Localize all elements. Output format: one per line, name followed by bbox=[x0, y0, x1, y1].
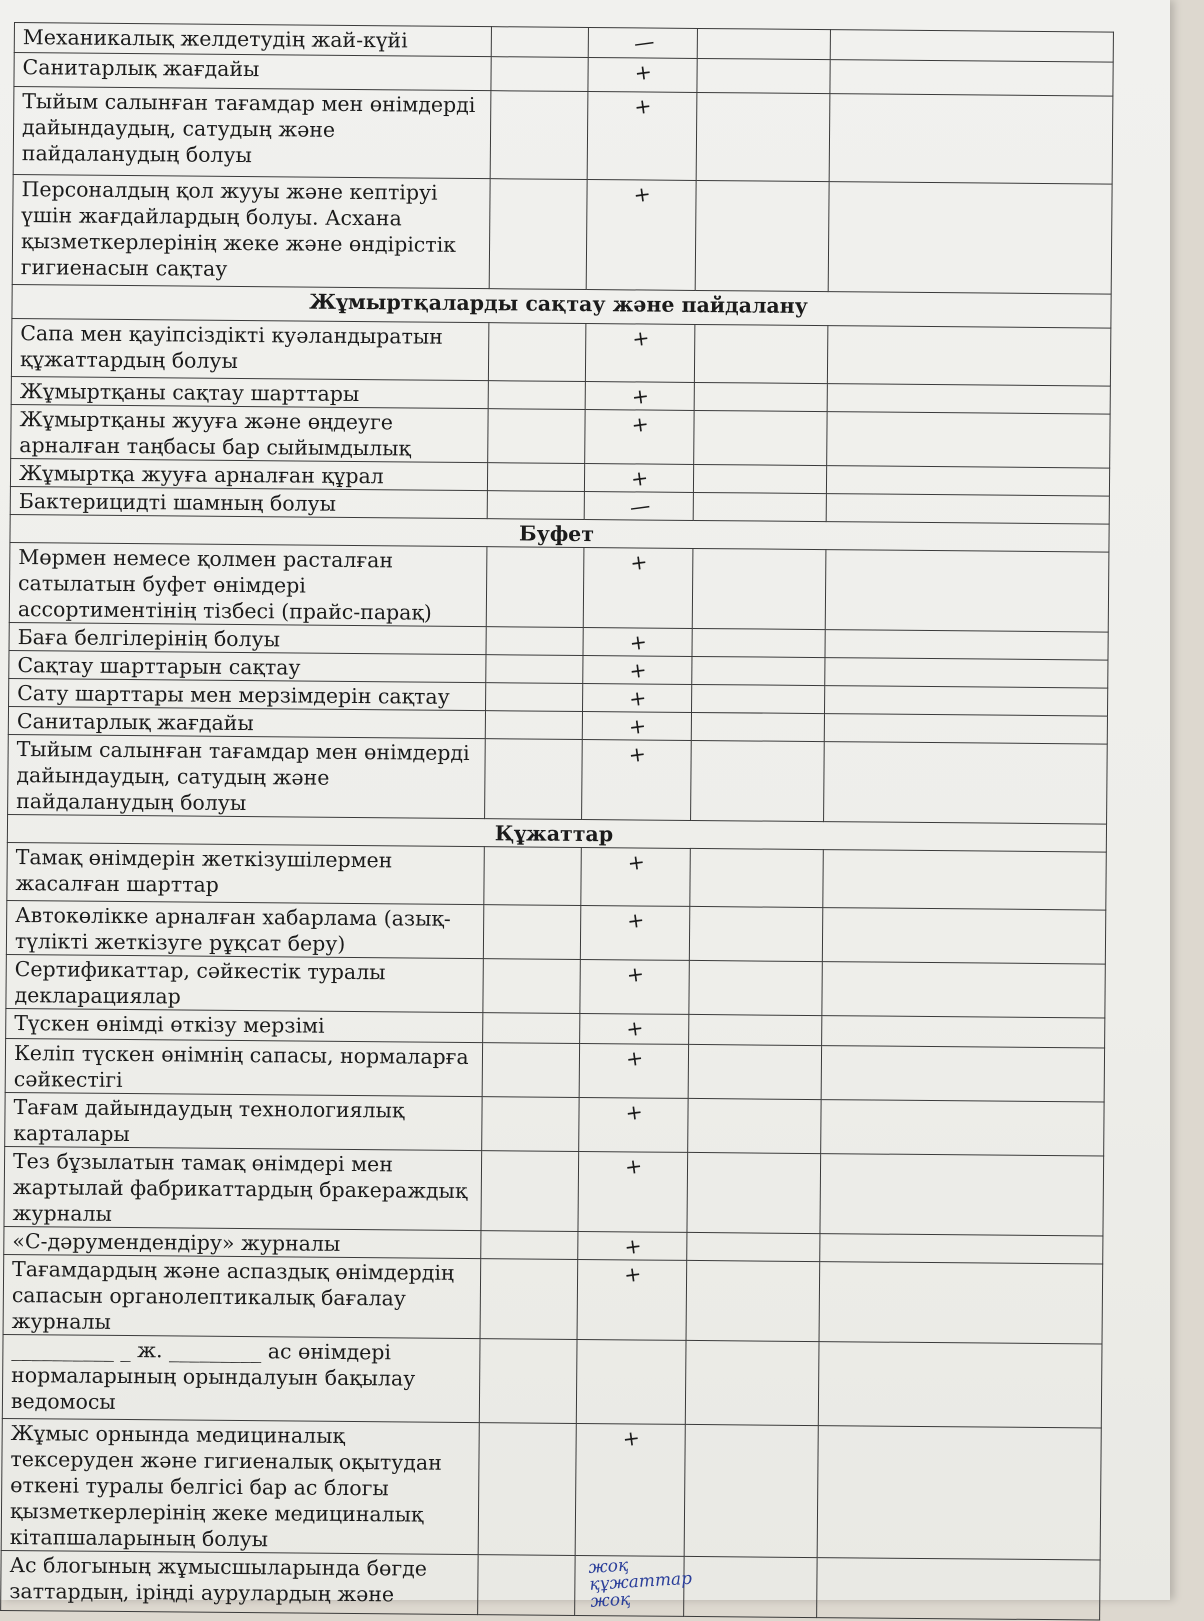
plus-mark-icon: + bbox=[631, 325, 652, 352]
requirement-text: Сапа мен қауіпсіздікті куәландыратын құжаттардың болуы bbox=[11, 318, 488, 380]
empty-cell bbox=[689, 960, 822, 1015]
plus-mark-icon: + bbox=[629, 549, 650, 576]
requirement-text: Тағамдардың және аспаздық өнімдердің сапасын органолептикалық бағалау журналы bbox=[3, 1254, 481, 1338]
plus-mark-icon: + bbox=[628, 629, 649, 656]
empty-cell bbox=[481, 1151, 579, 1232]
empty-cell bbox=[484, 847, 582, 906]
empty-cell bbox=[687, 1232, 820, 1261]
empty-cell bbox=[692, 684, 825, 713]
table-row bbox=[13, 87, 1113, 185]
plus-mark-icon: + bbox=[630, 383, 651, 410]
compliance-mark-cell bbox=[586, 180, 696, 291]
empty-cell bbox=[488, 381, 585, 410]
empty-cell bbox=[822, 962, 1105, 1018]
empty-cell bbox=[827, 384, 1110, 414]
table-row bbox=[2, 1334, 1102, 1428]
compliance-mark-cell bbox=[584, 491, 693, 520]
plus-mark-icon: + bbox=[627, 713, 648, 740]
empty-cell bbox=[818, 1342, 1102, 1428]
empty-cell bbox=[483, 1013, 580, 1044]
empty-cell bbox=[821, 1046, 1104, 1102]
empty-cell bbox=[478, 1423, 576, 1556]
plus-mark-icon: + bbox=[621, 1425, 642, 1452]
empty-cell bbox=[694, 410, 827, 465]
empty-cell bbox=[486, 683, 583, 712]
empty-cell bbox=[825, 550, 1109, 632]
plus-mark-icon: + bbox=[626, 849, 647, 876]
plus-mark-icon: + bbox=[632, 181, 653, 208]
plus-mark-icon: + bbox=[624, 1045, 646, 1072]
empty-cell bbox=[696, 92, 830, 181]
empty-cell bbox=[823, 850, 1106, 910]
plus-mark-icon: + bbox=[625, 961, 646, 988]
table-row bbox=[5, 1038, 1104, 1102]
empty-cell bbox=[819, 1262, 1103, 1344]
empty-cell bbox=[489, 179, 587, 290]
empty-cell bbox=[487, 491, 584, 520]
compliance-mark-cell bbox=[575, 1555, 693, 1616]
empty-cell bbox=[697, 28, 830, 59]
section-title: Жұмыртқаларды сақтау және пайдалану bbox=[12, 284, 1111, 328]
empty-cell bbox=[693, 464, 826, 493]
empty-cell bbox=[825, 658, 1108, 688]
requirement-text: Персоналдың қол жууы және кептіруі үшін жағдайлардың болуы. Асхана қызметкерлерінің жеке және өндірістік гигиенасын сақтау bbox=[12, 174, 490, 288]
table-row bbox=[4, 1146, 1104, 1236]
requirement-text: Тез бұзылатын тамақ өнімдері мен жартылай фабрикаттардың бракераждық журналы bbox=[4, 1146, 482, 1230]
section-title: Құжаттар bbox=[7, 814, 1106, 852]
empty-cell bbox=[692, 628, 825, 657]
empty-cell bbox=[692, 656, 825, 685]
compliance-mark-cell bbox=[588, 28, 697, 59]
compliance-mark-cell bbox=[588, 58, 697, 93]
empty-cell bbox=[486, 655, 583, 684]
empty-cell bbox=[689, 1014, 822, 1045]
empty-cell bbox=[692, 548, 826, 629]
requirement-text: Тыйым салынған тағамдар мен өнімдерді дайындаудың, сатудың және пайдаланудың болуы bbox=[8, 734, 486, 818]
compliance-mark-cell bbox=[577, 1259, 687, 1340]
table-row bbox=[5, 1092, 1104, 1156]
empty-cell bbox=[826, 494, 1109, 524]
empty-cell bbox=[824, 686, 1107, 716]
requirement-text: Тамақ өнімдерін жеткізушілермен жасалған шарттар bbox=[7, 842, 484, 904]
table-row bbox=[11, 318, 1110, 386]
empty-cell bbox=[694, 324, 828, 383]
table-row bbox=[1, 1550, 1100, 1620]
empty-cell bbox=[697, 58, 830, 93]
empty-cell bbox=[821, 1100, 1104, 1156]
empty-cell bbox=[689, 906, 822, 961]
plus-mark-icon: + bbox=[628, 685, 649, 712]
empty-cell bbox=[824, 742, 1108, 824]
compliance-mark-cell bbox=[585, 324, 695, 383]
empty-cell bbox=[488, 409, 585, 464]
plus-mark-icon: + bbox=[623, 1153, 645, 1180]
requirement-text: Санитарлық жағдайы bbox=[14, 53, 491, 91]
dash-mark-icon: — bbox=[632, 29, 656, 56]
requirement-text: Жұмыртқаны жууға және өңдеуге арналған таңбасы бар сыйымдылық bbox=[11, 404, 488, 462]
empty-cell bbox=[687, 1152, 821, 1233]
table-row bbox=[11, 404, 1110, 468]
empty-cell bbox=[691, 712, 824, 741]
compliance-mark-cell bbox=[579, 1097, 688, 1152]
compliance-mark-cell bbox=[580, 1013, 689, 1044]
empty-cell bbox=[486, 547, 584, 628]
compliance-mark-cell bbox=[585, 381, 694, 410]
requirement-text: Келіп түскен өнімнің сапасы, нормаларға сәйкестігі bbox=[5, 1038, 482, 1096]
empty-cell bbox=[482, 1097, 579, 1152]
empty-cell bbox=[482, 1043, 579, 1098]
table-row bbox=[8, 734, 1108, 824]
empty-cell bbox=[691, 740, 825, 821]
empty-cell bbox=[827, 412, 1110, 468]
empty-cell bbox=[685, 1340, 819, 1425]
compliance-mark-cell bbox=[583, 547, 693, 628]
table-row bbox=[7, 842, 1106, 910]
requirement-text: Түскен өнімді өткізу мерзімі bbox=[6, 1008, 483, 1042]
table-row bbox=[1, 1418, 1101, 1560]
requirement-text: Сақтау шарттарын сақтау bbox=[9, 650, 486, 682]
empty-cell bbox=[481, 1231, 578, 1260]
handwritten-note: жоқ құжаттар жоқ bbox=[587, 1555, 693, 1612]
compliance-mark-cell bbox=[580, 959, 689, 1014]
compliance-mark-cell bbox=[585, 409, 694, 464]
section-title: Буфет bbox=[10, 514, 1109, 552]
requirement-text: Тағам дайындаудың технологиялық карталары bbox=[5, 1092, 482, 1150]
empty-cell bbox=[491, 57, 588, 92]
empty-cell bbox=[688, 1044, 821, 1099]
requirement-text: Баға белгілерінің болуы bbox=[9, 622, 486, 654]
plus-mark-icon: + bbox=[633, 93, 654, 120]
requirement-text: Мөрмен немесе қолмен расталған сатылатын буфет өнімдері ассортиментінің тізбесі (прайс-парақ) bbox=[9, 542, 487, 626]
dash-mark-icon: — bbox=[628, 493, 652, 520]
requirement-text: Жұмыртқаны сақтау шарттары bbox=[11, 376, 488, 408]
empty-cell bbox=[817, 1558, 1101, 1620]
compliance-mark-cell bbox=[583, 683, 692, 712]
checklist-table bbox=[0, 22, 1114, 1621]
compliance-mark-cell bbox=[579, 1043, 688, 1098]
compliance-mark-cell bbox=[583, 627, 692, 656]
plus-mark-icon: + bbox=[630, 411, 651, 438]
empty-cell bbox=[824, 714, 1107, 744]
empty-cell bbox=[828, 182, 1112, 294]
empty-cell bbox=[684, 1556, 818, 1617]
empty-cell bbox=[695, 180, 829, 291]
table-row bbox=[6, 954, 1105, 1018]
empty-cell bbox=[820, 1234, 1103, 1264]
empty-cell bbox=[827, 326, 1110, 386]
compliance-mark-cell bbox=[578, 1231, 687, 1260]
empty-cell bbox=[491, 27, 588, 58]
empty-cell bbox=[686, 1260, 820, 1341]
empty-cell bbox=[487, 463, 584, 492]
empty-cell bbox=[479, 1339, 577, 1424]
checklist-sheet bbox=[0, 22, 1140, 1621]
checklist-body bbox=[1, 23, 1114, 1621]
empty-cell bbox=[830, 30, 1113, 62]
empty-cell bbox=[825, 630, 1108, 660]
plus-mark-icon: + bbox=[625, 1015, 646, 1042]
empty-cell bbox=[480, 1259, 578, 1340]
compliance-mark-cell bbox=[580, 905, 689, 960]
plus-mark-icon: + bbox=[629, 465, 651, 492]
requirement-text: Тыйым салынған тағамдар мен өнімдерді дайындаудың, сатудың және пайдаланудың болуы bbox=[13, 87, 491, 179]
requirement-text: «С-дәрумендендіру» журналы bbox=[4, 1226, 481, 1258]
empty-cell bbox=[478, 1555, 576, 1616]
requirement-text: Механикалық желдетудің жай-күйі bbox=[14, 23, 491, 57]
plus-mark-icon: + bbox=[626, 907, 647, 934]
requirement-text: Ас блогының жұмысшыларында бөгде заттардың, іріңді аурулардың және bbox=[1, 1550, 479, 1614]
compliance-mark-cell bbox=[587, 92, 697, 181]
requirement-text: Сату шарттары мен мерзімдерін сақтау bbox=[9, 678, 486, 710]
empty-cell bbox=[822, 908, 1105, 964]
empty-cell bbox=[486, 627, 583, 656]
table-row bbox=[6, 900, 1105, 964]
plus-mark-icon: + bbox=[623, 1233, 644, 1260]
empty-cell bbox=[485, 711, 582, 740]
requirement-text: Бактерицидті шамның болуы bbox=[10, 486, 487, 518]
empty-cell bbox=[693, 492, 826, 521]
empty-cell bbox=[830, 60, 1113, 96]
requirement-text: Сертификаттар, сәйкестік туралы декларациялар bbox=[6, 954, 483, 1012]
requirement-text: Жұмыртқа жууға арналған құрал bbox=[10, 458, 487, 490]
requirement-text: __________ _ ж. _________ ас өнімдері нормаларының орындалуын бақылау ведомосы bbox=[2, 1334, 480, 1422]
empty-cell bbox=[688, 1098, 821, 1153]
plus-mark-icon: + bbox=[628, 657, 649, 684]
empty-cell bbox=[690, 848, 824, 907]
compliance-mark-cell bbox=[583, 655, 692, 684]
empty-cell bbox=[483, 905, 580, 960]
empty-cell bbox=[822, 1016, 1105, 1048]
requirement-text: Автокөлікке арналған хабарлама (азық-түлікті жеткізуге рұқсат беру) bbox=[6, 900, 483, 958]
compliance-mark-cell bbox=[576, 1339, 686, 1424]
table-row bbox=[3, 1254, 1103, 1344]
plus-mark-icon: + bbox=[623, 1261, 644, 1288]
table-row bbox=[9, 542, 1109, 632]
empty-cell bbox=[488, 323, 586, 382]
compliance-mark-cell bbox=[584, 463, 693, 492]
empty-cell bbox=[820, 1154, 1104, 1236]
empty-cell bbox=[826, 466, 1109, 496]
plus-mark-icon: + bbox=[624, 1099, 645, 1126]
empty-cell bbox=[829, 94, 1113, 184]
compliance-mark-cell bbox=[581, 847, 691, 906]
compliance-mark-cell bbox=[578, 1151, 688, 1232]
empty-cell bbox=[817, 1426, 1101, 1560]
plus-mark-icon: + bbox=[633, 59, 654, 86]
compliance-mark-cell bbox=[582, 739, 692, 820]
requirement-text: Жұмыс орнында медициналық тексеруден және гигиеналық оқытудан өткені туралы белгісі бар ас блогы қызметкерлерінің жеке медициналық кітапшаларының болуы bbox=[1, 1418, 479, 1554]
empty-cell bbox=[485, 739, 583, 820]
compliance-mark-cell bbox=[575, 1423, 685, 1556]
plus-mark-icon: + bbox=[627, 741, 648, 768]
requirement-text: Санитарлық жағдайы bbox=[8, 706, 485, 738]
empty-cell bbox=[483, 959, 580, 1014]
empty-cell bbox=[490, 91, 588, 180]
table-row bbox=[12, 174, 1112, 294]
compliance-mark-cell bbox=[582, 711, 691, 740]
empty-cell bbox=[694, 382, 827, 411]
empty-cell bbox=[684, 1424, 818, 1557]
